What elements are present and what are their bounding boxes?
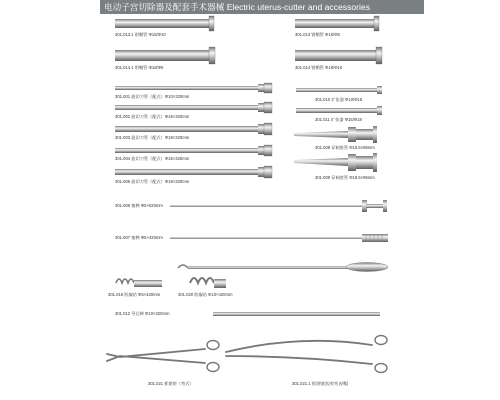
label-rod-301-007: 301.007 塞棒 Φ5×420mm [115, 235, 163, 240]
label-cutter-301-001: 301.001 旋切刀管（配式）Φ10×320mm [115, 94, 190, 99]
label-screw-301-020: 301.020 肌瘤钻 Φ10×420mm [178, 292, 233, 297]
label-sheath-301-013: 301.013 钳鞘管 Φ15/Φ5 [295, 32, 340, 37]
cutter-tube-301-001 [115, 83, 272, 93]
dilator-301-011 [296, 106, 382, 115]
sheath-tube-301-013 [295, 16, 379, 31]
label-cutter-301-003: 301.003 旋切刀管（配式）Φ18×320mm [115, 135, 190, 140]
cutter-tube-301-002 [115, 102, 272, 113]
myoma-screw-301-020 [178, 263, 388, 289]
cutter-tube-301-005 [115, 166, 272, 178]
trocar-sleeve-301-008 [294, 126, 377, 143]
guide-rod-301-012 [213, 312, 380, 316]
forceps-301-021-1 [226, 336, 387, 373]
label-dilator-301-010: 301.010 扩张器 Φ10/Φ15 [315, 97, 363, 102]
label-cutter-301-002: 301.002 旋切刀管（配式）Φ15×320mm [115, 114, 190, 119]
cutter-tube-301-003 [115, 123, 272, 135]
label-guide-301-012: 301.012 导芯棒 Φ10×320mm [115, 311, 170, 316]
label-cutter-301-004: 301.004 旋切刀管（配式）Φ15×320mm [115, 156, 190, 161]
dilator-301-010 [296, 86, 382, 94]
trocar-sleeve-301-009 [294, 153, 377, 172]
label-forceps-301-021: 301.021 抓钳钳（弯式） [148, 381, 194, 386]
label-forceps-301-021-1: 301.021.1 抓钳钳(短咬弯齿嘴) [292, 381, 349, 386]
forceps-301-021 [107, 341, 219, 372]
label-trocar-301-008: 301.008 穿刺套管 Φ15.5×95mm [315, 145, 375, 150]
label-dilator-301-011: 301.011 扩张器 Φ15/Φ18 [315, 117, 362, 122]
page-title-banner: 电动子宫切除器及配套手术器械 Electric uterus-cutter and accessories [100, 0, 424, 14]
label-rod-301-006: 301.006 塞棒 Φ5×520mm [115, 203, 163, 208]
plug-rod-301-006 [170, 200, 387, 212]
sheath-tube-301-013-1 [115, 16, 214, 31]
label-trocar-301-009: 301.009 穿刺套管 Φ18.5×95mm [315, 175, 375, 180]
label-sheath-301-014: 301.014 钳鞘管 Φ18/Φ10 [295, 65, 343, 70]
plug-rod-301-007 [170, 234, 388, 242]
label-sheath-301-013-1: 301.013.1 钳鞘管 Φ15/Φ10 [115, 32, 166, 37]
cutter-tube-301-004 [115, 145, 272, 156]
sheath-tube-301-014-1 [115, 47, 215, 64]
myoma-screw-301-019 [116, 279, 162, 287]
label-cutter-301-005: 301.005 旋切刀管（配式）Φ18×320mm [115, 179, 190, 184]
label-sheath-301-014-1: 301.014.1 钳鞘管 Φ18/Φ5 [115, 65, 164, 70]
label-screw-301-019: 301.019 肌瘤钻 Φ5×420mm [108, 292, 161, 297]
sheath-tube-301-014 [295, 47, 382, 64]
